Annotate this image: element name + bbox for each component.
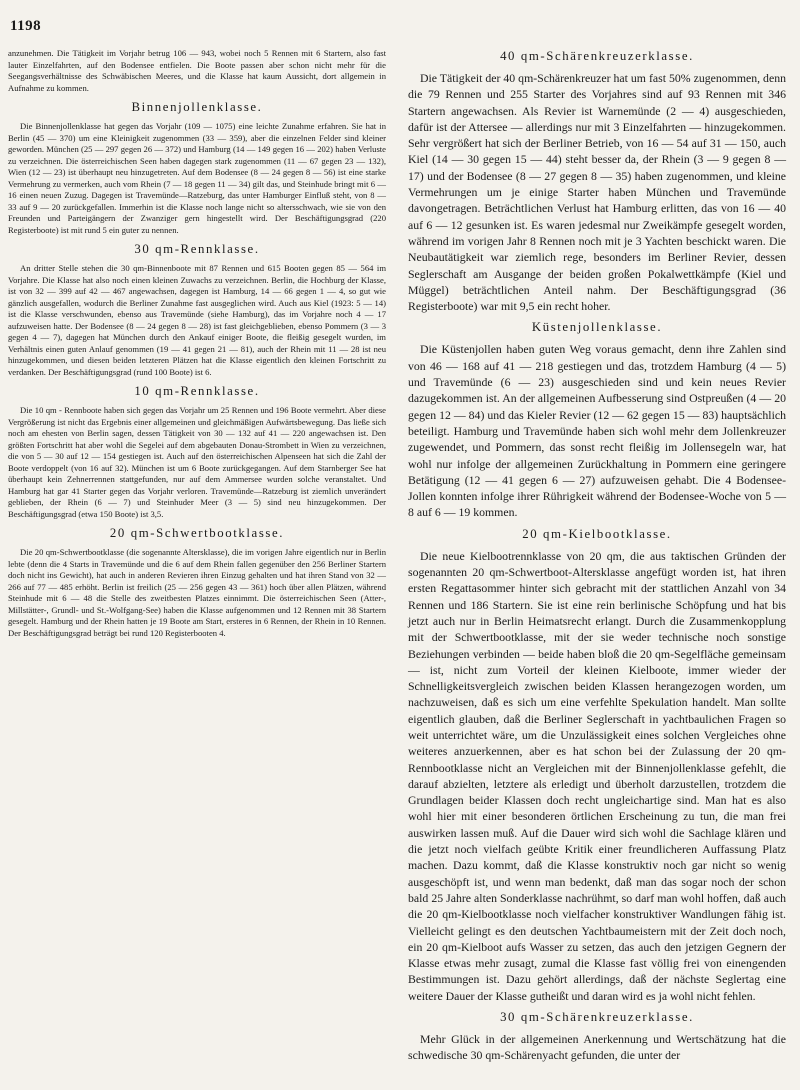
right-column	[408, 48, 786, 1064]
paragraph: Die 20 qm-Schwertbootklasse (die sogenannte Altersklasse), die im vorigen Jahre eigentlich nur in Berlin lebte (denn die 4 Starts in Travemünde und die 6 auf dem Rhein fallen gegenüber den 256 Berliner Startern doch nicht ins Gewicht), hat auch in anderen Revieren ihren Einzug gehalten und hat ihren Stand von 32 — 266 auf 77 — 485 erhöht. Berlin ist freilich (25 — 256 gegen 43 — 361) hoch über allen Plätzen, während Steinhude mit 6 — 48 die Stelle des zweitbesten Platzes einnimmt. Die österreichischen Seen (Atter-, Millstätter-, Grundl- und St.-Wolfgang-See) haben die Klasse aufgenommen und 12 Rennen mit 38 Startern gesegelt. Hamburg und der Rhein hatten je 19 Boote am Start, ersteres in 6 Rennen, der Rhein in 10 Rennen. Der Beschäftigungsgrad beträgt bei rund 120 Registerbooten 4.	[8, 547, 386, 638]
paragraph: Die Tätigkeit der 40 qm-Schärenkreuzer hat um fast 50% zugenommen, denn die 79 Rennen und 255 Starter des Vorjahres sind auf 93 Rennen mit 346 Startern angewachsen. Als Revier ist Warnemünde (2 — 4) ausgeschieden, dafür ist der Attersee — allerdings nur mit 3 Einzelfahrten — hinzugekommen. Sehr vergrößert hat sich der Berliner Betrieb, von 16 — 54 auf 31 — 150, auch Kiel (14 — 30 gegen 15 — 44) steht besser da, der Rhein (3 — 9 gegen 8 — 17) und der Bodensee (8 — 27 gegen 8 — 35) haben zugenommen, und kleine Vermehrungen um je einige Starter haben München und Travemünde davongetragen. Beträchtlichen Verlust hat Hamburg erlitten, das von 16 — 40 auf 6 — 12 gesunken ist. Es waren jedesmal nur Zweikämpfe gesegelt worden, während im vorigen Jahr 8 Rennen noch mit je 3 Yachten beschickt waren. Die Neubautätigkeit war ziemlich rege, besonders im Berliner Revier, dessen Seglerschaft am Ausgange der beiden großen Pokalwettkämpfe (Kiel und Müggel) beträchtlichen Anteil nahm. Der Beschäftigungsgrad (36 Registerboote) war mit 9,5 ein recht hoher.	[408, 71, 786, 314]
paragraph: Die Küstenjollen haben guten Weg voraus gemacht, denn ihre Zahlen sind von 46 — 168 auf 41 — 218 gestiegen und das, trotzdem Hamburg (4 — 5) und Travemünde (6 — 23) ausgeschieden sind und kein neues Revier dazugekommen ist. An der allgemeinen Aufbesserung sind Ostpreußen (4 — 20 gegen 12 — 84) und das Kieler Revier (12 — 62 gegen 15 — 83) hauptsächlich beteiligt. Hamburg und Travemünde haben sich wohl mehr dem Jollenkreuzer zugewendet, und Pommern, das sonst recht fleißig im Jollensegeln war, hat wohl nur infolge der allgemeinen Zurückhaltung in Pommern eine geringere Betätigung (12 — 41 gegen 6 — 27) aufzuweisen gehabt. Die 4 Bodensee-Jollen konnten infolge ihrer Rührigkeit während der Bodensee-Woche von 5 — 8 auf 6 — 19 kommen.	[408, 342, 786, 520]
paragraph: Die neue Kielbootrennklasse von 20 qm, die aus taktischen Gründen der sogenannten 20 qm-Schwertboot-Altersklasse angefügt worden ist, hat ihren ersten Regattasommer hinter sich gebracht mit der stattlichen Anzahl von 34 Rennen und 186 Startern. Sie ist eine rein berlinische Schöpfung und hat bis jetzt auch nur in Berlin Heimatsrecht erlangt. Durch die Zusammenkopplung mit der Schwertbootklasse, mit der sie weder technische noch sonstige Beziehungen verbinden — beide haben bloß die 20 qm-Segelfläche gemeinsam — ist, nicht zum Vorteil der kleinen Kielboote, immer wieder der Schnelligkeitsvergleich zwischen beiden Klassen herangezogen worden, um nachzuweisen, daß es sich um eine verfehlte Spekulation handelt. Man sollte eigentlich glauben, daß die Berliner Seglerschaft in yachtbaulichen Fragen so weit unterrichtet wäre, um die Unzulässigkeit eines solchen Vergleiches ohne weiteres anzuerkennen, aber es hat schon bei der Zulassung der 20 qm-Rennbootklasse nicht an Vergleichen mit der Binnenjollenklasse gefehlt, die darauf abzielten, letztere als erledigt und überholt darzustellen, trotzdem die Grundlagen beider Klassen doch recht ungleichartige sind. Man hat es also wohl hier mit einer besonderen örtlichen Erscheinung zu tun, die man frei auswirken lassen muß. Auf die Dauer wird sich wohl die Sachlage klären und die jetzt noch vielfach geübte Kritik einer freundlicheren Auffassung Platz machen. Dazu kommt, daß die Klasse konstruktiv noch gar nicht so wenig ausgeschöpft ist, und wenn man bedenkt, daß man das sogar noch der schon bald 25 Jahre alten Sonderklasse nachrühmt, so darf man wohl hoffen, daß auch die 20 qm-Kielbootklasse noch vielfacher konstruktiver Wandlungen fähig ist. Vielleicht gelingt es den deutschen Yachtbaumeistern mit der Zeit doch noch, ein 20 qm-Kielboot aufs Wasser zu setzen, das auch den jetzigen Gegnern der Klasse etwas mehr zusagt, zumal die Klasse fast völlig frei von einengenden Bestimmungen ist. Dazu gehört allerdings, daß der nächste Seglertag eine weitere Dauer der Klasse gutheißt und daran wird es ja wohl nicht fehlen.	[408, 548, 786, 1003]
page-number: 1198	[10, 18, 42, 34]
section-heading: 10 qm-Rennklasse.	[134, 384, 260, 398]
section-heading: 30 qm-Rennklasse.	[134, 242, 260, 256]
section-heading: Küstenjollenklasse.	[531, 320, 663, 335]
left-column	[8, 48, 386, 1064]
two-column-body	[8, 48, 786, 1064]
section-heading: Binnenjollenklasse.	[131, 100, 263, 114]
section-heading: 20 qm-Schwertbootklasse.	[109, 526, 285, 540]
paragraph: anzunehmen. Die Tätigkeit im Vorjahr betrug 106 — 943, wobei noch 5 Rennen mit 6 Startern, also fast lauter Einzelfahrten, auf den Bodensee entfielen. Die Boote passen aber schon nicht mehr für die Seegangsverhältnisse des Schwäbischen Meeres, und die Klasse hat kaum Aussicht, dort allgemein in Aufnahme zu kommen.	[8, 48, 386, 93]
paragraph: An dritter Stelle stehen die 30 qm-Binnenboote mit 87 Rennen und 615 Booten gegen 85 — 564 im Vorjahre. Die Klasse hat also noch einen kleinen Zuwachs zu verzeichnen. Berlin, die Hochburg der Klasse, ist von 32 — 399 auf 42 — 467 angewachsen, dagegen ist Hamburg, 14 — 66 gegen 1 — 4, so gut wie gänzlich ausgefallen, wodurch die Berliner Zunahme fast ausgeglichen wird. Auch aus Kiel (1923: 5 — 14) ist die Klasse verschwunden, ebenso aus Travemünde (siehe Hamburg), das im Vorjahre noch 4 — 17 aufzuweisen hatte. Der Bodensee (8 — 24 gegen 8 — 28) ist fast gleichgeblieben, ebenso Pommern (3 — 3 gegen 4 — 7), dagegen hat München durch den Ankauf einiger Boote, die fleißig gesegelt wurden, im Verhältnis einen guten Anlauf genommen (19 — 41 gegen 21 — 81), auch der Rhein mit 11 — 28 ist neu hinzugekommen, und diesen beiden letzteren Plätzen hat die Klasse eigentlich den kleinen Fortschritt zu verdanken. Der Beschäftigungsgrad (rund 100 Boote) ist 6.	[8, 263, 386, 377]
section-heading: 40 qm-Schärenkreuzerklasse.	[500, 49, 694, 63]
section-heading: 20 qm-Kielbootklasse.	[522, 526, 672, 541]
paragraph: Die Binnenjollenklasse hat gegen das Vorjahr (109 — 1075) eine leichte Zunahme erfahren. Sie hat in Berlin (45 — 370) um eine Kleinigkeit zugenommen (33 — 359), aber die einzelnen Felder sind kleiner geworden. München (25 — 297 gegen 26 — 372) und Hamburg (14 — 149 gegen 16 — 202) haben Verluste zu verzeichnen. Die österreichischen Seen haben dagegen stark zugenommen (11 — 67 gegen 23 — 132), Wien (12 — 23) ist überhaupt neu hinzugetreten. Auf dem Bodensee (8 — 24 gegen 8 — 56) ist eine starke Vermehrung zu vermerken, auch vom Rhein (7 — 18 gegen 11 — 34) gilt das, und Steinhude bringt mit 6 — 16 einen neuen Zuzug. Dagegen ist Travemünde—Ratzeburg, das unter Hamburger Einfluß steht, von 8 — 33 auf 9 — 20 zurückgefallen. Immerhin ist die Klasse noch lange nicht so altersschwach, wie sie von den Freunden und Parteigängern der Zwanziger gern hingestellt wird. Der Beschäftigungsgrad (220 Registerboote) ist mit rund 5 ein guter zu nennen.	[8, 121, 386, 235]
section-heading: 30 qm-Schärenkreuzerklasse.	[500, 1010, 694, 1025]
paragraph: Mehr Glück in der allgemeinen Anerkennung und Wertschätzung hat die schwedische 30 qm-Schärenyacht gefunden, die unter der	[408, 1032, 786, 1063]
paragraph: Die 10 qm - Rennboote haben sich gegen das Vorjahr um 25 Rennen und 196 Boote vermehrt. Aber diese Vergrößerung ist nicht das Ergebnis einer allgemeinen und gleichmäßigen Aufwärtsbewegung. Das ließe sich noch am ehesten von Berlin sagen, dessen Tätigkeit von 30 — 132 auf 41 — 220 angewachsen ist. Den größten Fortschritt hat aber wohl die Segelei auf dem abgebauten Donau-Strombett in Wien zu verzeichnen, die von 5 — 30 auf 12 — 154 gestiegen ist. Auch auf den österreichischen Alpenseen hat sich die Zahl der Boote verdoppelt (von 16 auf 32). München ist um 6 Boote zurückgegangen. Auf dem Starnberger See hat überhaupt kein Zehnerrennen stattgefunden, nur auf dem Ammersee wurden solche veranstaltet. Und Hamburg hat gar 41 Starter gegen das Vorjahr verloren. Travemünde—Ratzeburg ist ziemlich unverändert geblieben, der Rhein (6 — 7) und Steinhuder Meer (3 — 5) sind neu hinzugekommen. Der Beschäftigungsgrad (etwa 150 Boote) ist 3,5.	[8, 405, 386, 519]
